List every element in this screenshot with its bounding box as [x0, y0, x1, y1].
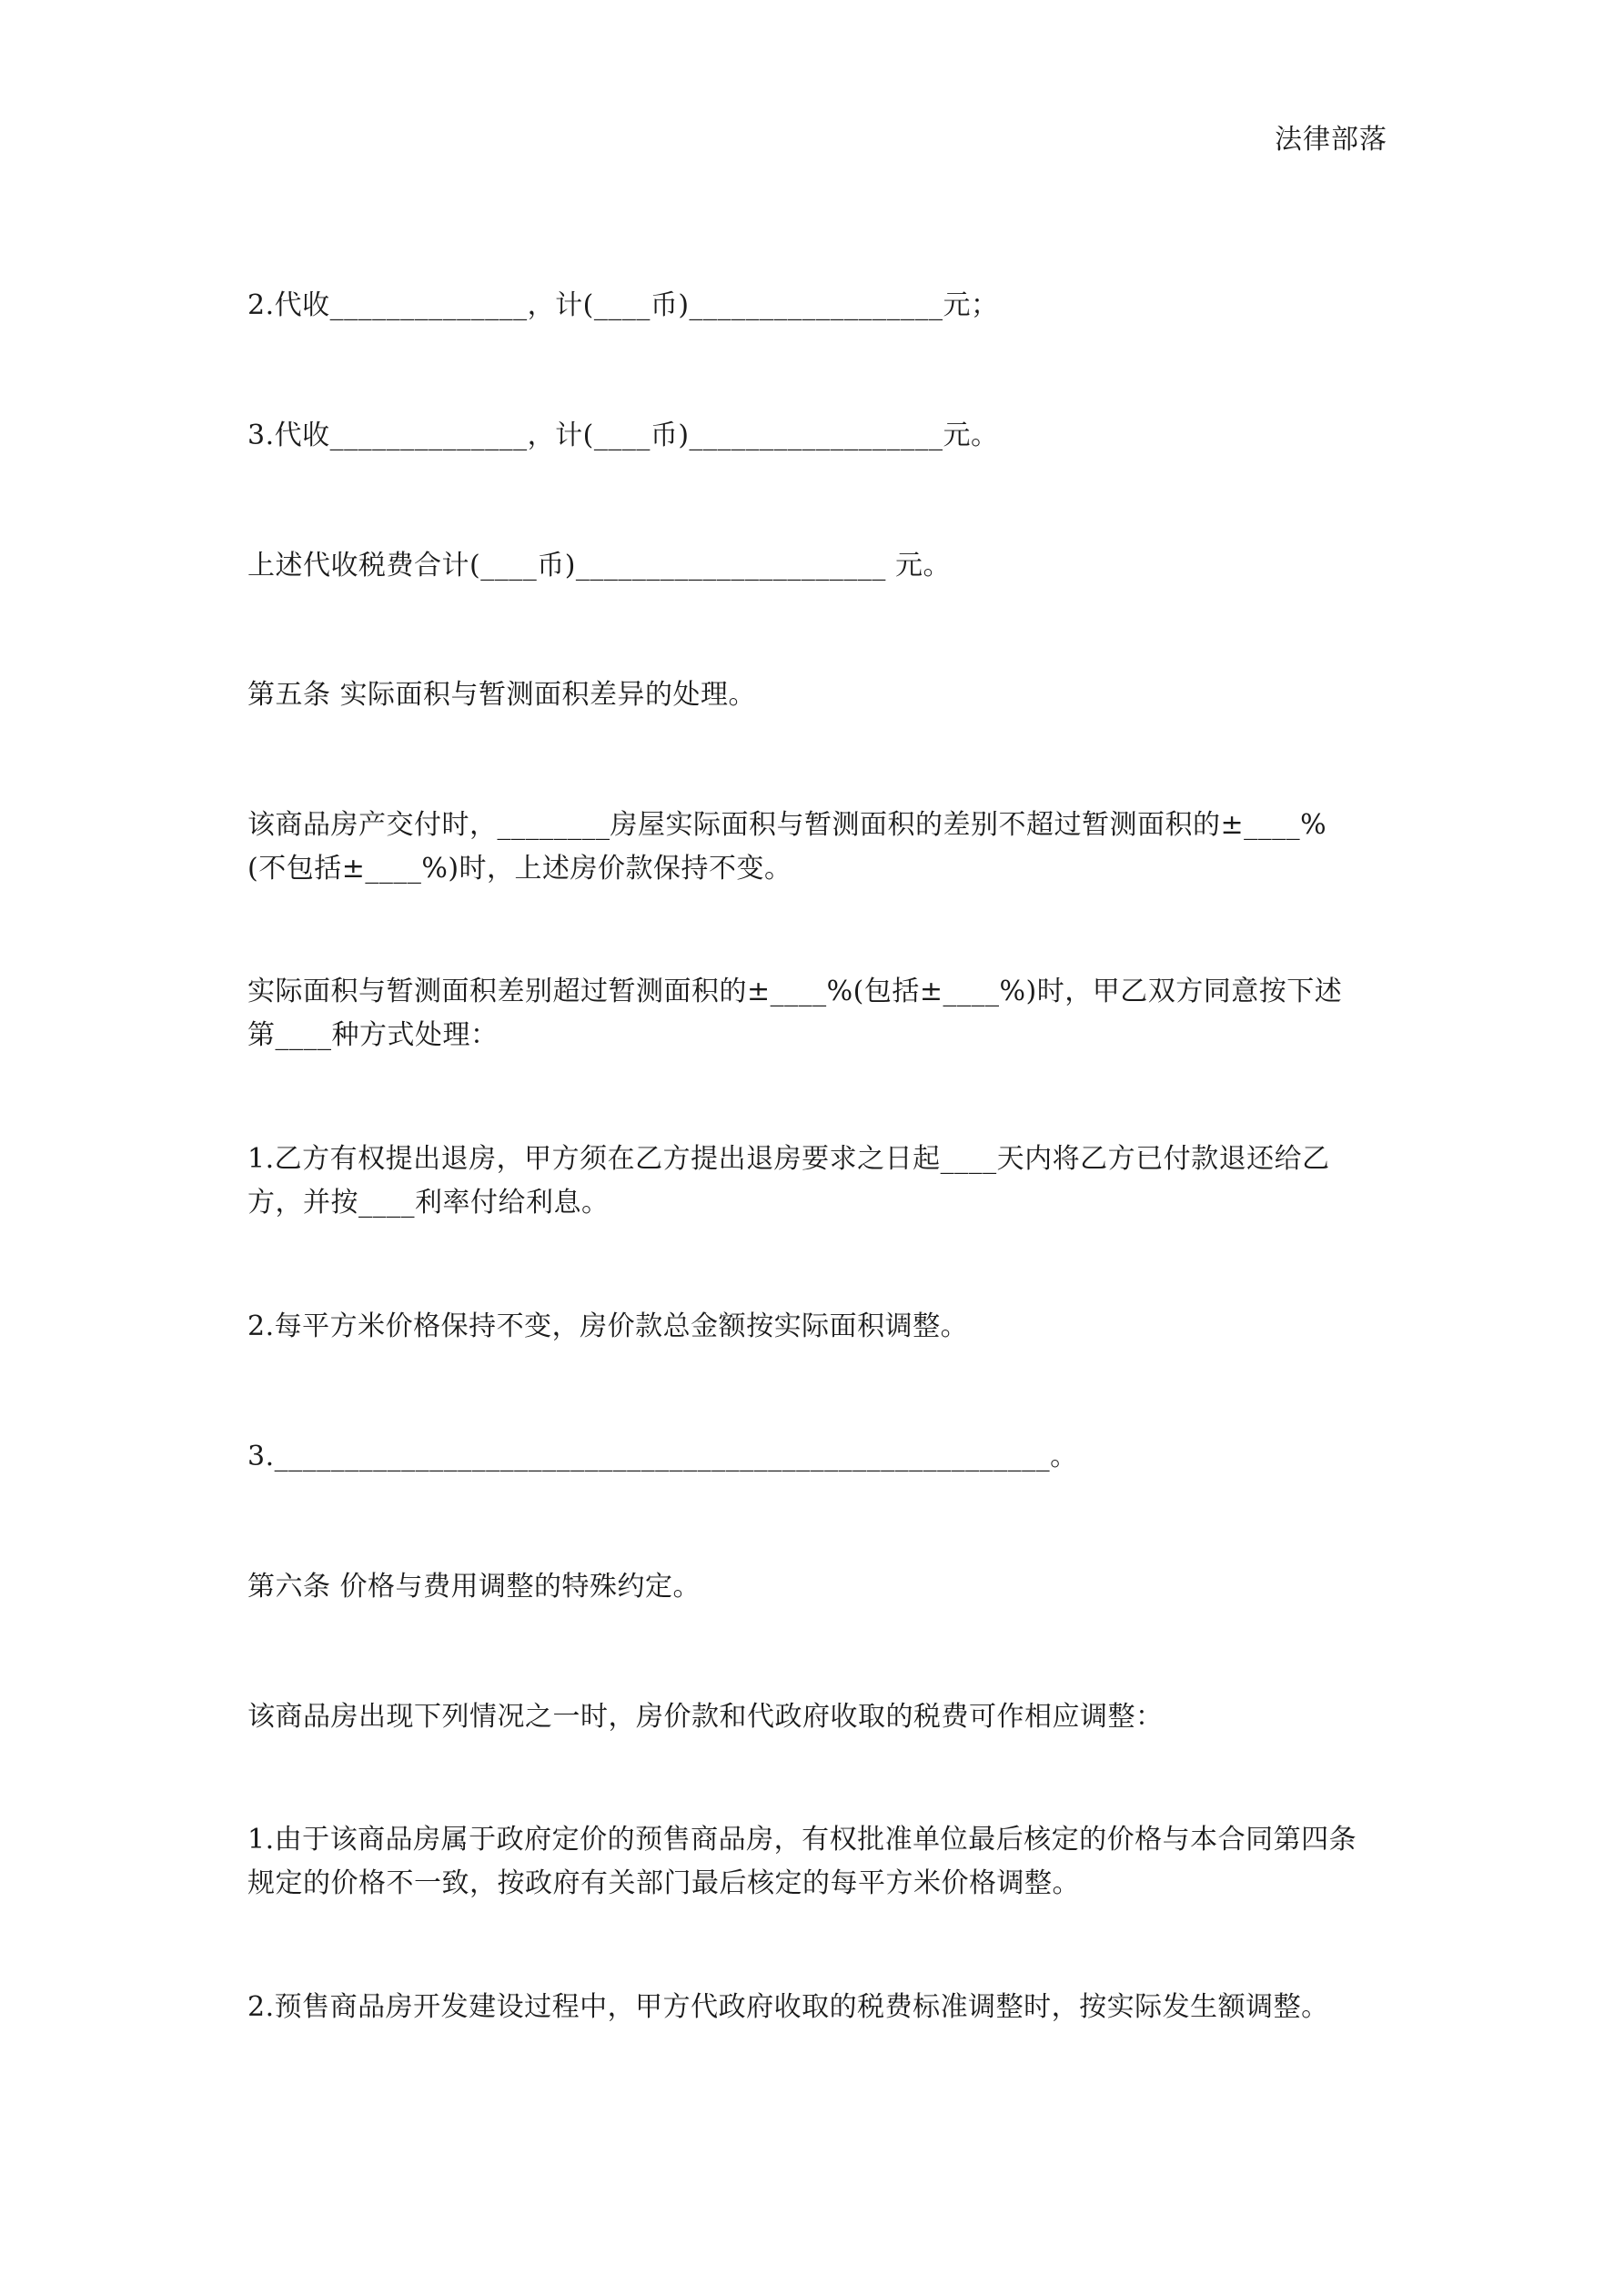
article-6-item-1a: 1.由于该商品房属于政府定价的预售商品房，有权批准单位最后核定的价格与本合同第四条 [247, 1824, 1357, 1856]
clause-item-3: 3.代收______________，计(____币)__________________元。 [247, 420, 999, 451]
article-5-paragraph-1b: (不包括±____%)时，上述房价款保持不变。 [247, 853, 792, 885]
option-1a: 1.乙方有权提出退房，甲方须在乙方提出退房要求之日起____天内将乙方已付款退还给乙 [247, 1143, 1330, 1175]
article-6-item-2: 2.预售商品房开发建设过程中，甲方代政府收取的税费标准调整时，按实际发生额调整。 [247, 1991, 1329, 2023]
article-5-paragraph-2b: 第____种方式处理： [247, 1019, 499, 1051]
option-1b: 方，并按____利率付给利息。 [247, 1187, 610, 1219]
tax-total-line: 上述代收税费合计(____币)______________________ 元。 [247, 550, 951, 582]
clause-item-2: 2.代收______________，计(____币)__________________元； [247, 289, 999, 321]
article-5-paragraph-2a: 实际面积与暂测面积差别超过暂测面积的±____%(包括±____%)时，甲乙双方同意按下述 [247, 976, 1343, 1007]
article-5-paragraph-1a: 该商品房产交付时，________房屋实际面积与暂测面积的差别不超过暂测面积的±____% [247, 809, 1327, 841]
article-6-intro: 该商品房出现下列情况之一时，房价款和代政府收取的税费可作相应调整： [247, 1701, 1164, 1733]
option-3: 3._______________________________________________________。 [247, 1441, 1078, 1472]
article-6-item-1b: 规定的价格不一致，按政府有关部门最后核定的每平方米价格调整。 [247, 1867, 1080, 1899]
article-6-heading: 第六条 价格与费用调整的特殊约定。 [247, 1571, 701, 1603]
header-brand: 法律部落 [1275, 124, 1387, 156]
article-5-heading: 第五条 实际面积与暂测面积差异的处理。 [247, 679, 757, 711]
option-2: 2.每平方米价格保持不变，房价款总金额按实际面积调整。 [247, 1310, 969, 1342]
